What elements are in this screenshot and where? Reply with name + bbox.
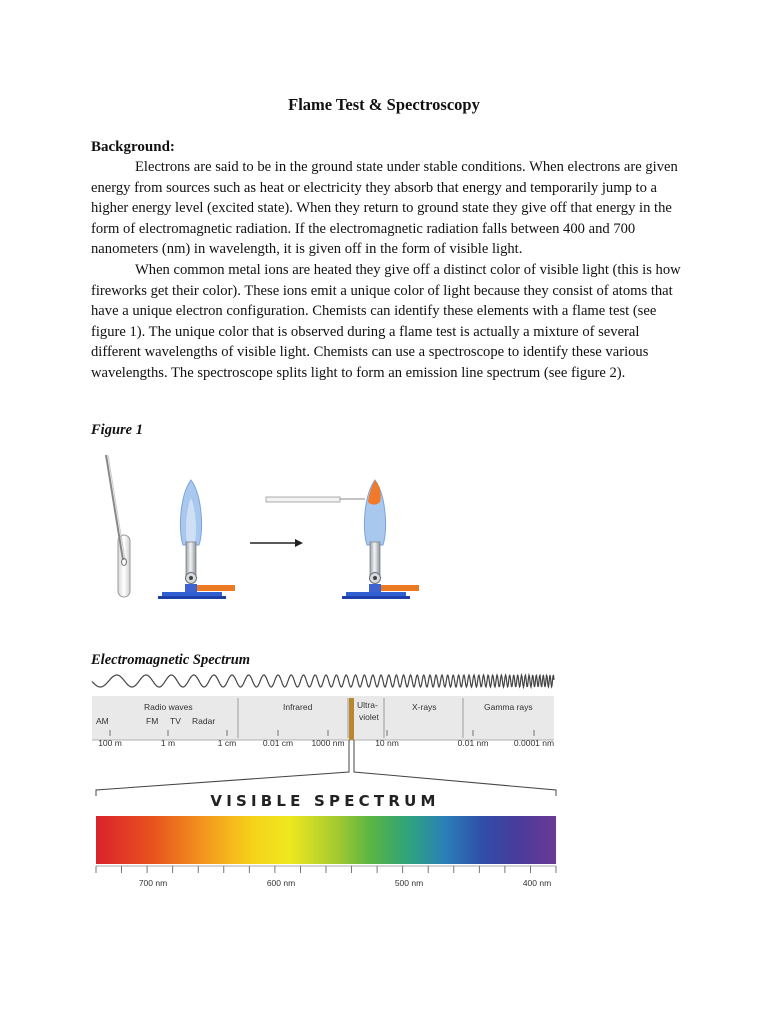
label-ultraviolet-2: violet [359,712,379,722]
paragraph-2: When common metal ions are heated they give off a distinct color of visible light (this is how fireworks get their color). These ions emit a unique color of light because they consist of atoms that have a unique electron configuration. Chemists can identify these elements with a flame test (see figure 1). The unique color that is observed during a flame test is actually a mixture of several different wavelengths of visible light. Chemists can use a spectroscope to identify these various wavelengths. The spectroscope splits light to form an emission line spectrum (see figure 2). [91,261,681,381]
sample-rod [266,497,340,502]
tick-100m: 100 m [98,738,122,748]
label-radio-waves: Radio waves [144,702,193,712]
tick-500nm: 500 nm [394,878,424,888]
paragraph-1: Electrons are said to be in the ground state under stable conditions. When electrons are given energy from sources such as heat or electricity they absorb that energy and temporarily jump to a higher energy level (excited state). When they return to ground state they give off that energy in the form of electromagnetic radiation. If the electromagnetic radiation falls between 400 and 700 nanometers (nm) in wavelength, it is given off in the form of visible light. [91,159,678,258]
visible-ticks [96,866,556,873]
label-xrays: X-rays [412,702,437,712]
tick-1m: 1 m [160,738,176,748]
bunsen-burner-right [266,480,419,599]
bunsen-burner-left [158,480,235,599]
electromagnetic-spectrum-diagram [88,668,563,893]
visible-marker [349,698,354,740]
tick-00001nm: 0.0001 nm [513,738,555,748]
visible-spectrum-gradient [96,816,556,864]
background-heading: Background: [91,139,175,155]
background-text [91,157,691,384]
test-tube [106,455,130,597]
tick-001cm: 0.01 cm [262,738,294,748]
figure1-label: Figure 1 [91,422,143,438]
arrow-icon [250,539,303,547]
flame-test-illustration [90,450,450,610]
zoom-connector [96,740,556,796]
label-tv: TV [170,716,181,726]
page-title: Flame Test & Spectroscopy [288,95,480,114]
tick-400nm: 400 nm [522,878,552,888]
tick-700nm: 700 nm [138,878,168,888]
label-ultraviolet-1: Ultra- [357,700,378,710]
tick-1000nm: 1000 nm [311,738,345,748]
visible-spectrum-title: VISIBLE SPECTRUM [210,792,440,810]
tick-10nm: 10 nm [375,738,399,748]
tick-1cm: 1 cm [217,738,237,748]
em-wave [92,675,554,687]
tick-600nm: 600 nm [266,878,296,888]
label-gamma-rays: Gamma rays [484,702,533,712]
label-am: AM [96,716,109,726]
label-radar: Radar [192,716,216,726]
gas-hose [197,585,235,591]
spectrum-label: Electromagnetic Spectrum [91,652,251,668]
label-infrared: Infrared [283,702,313,712]
label-fm: FM [146,716,159,726]
tick-001nm: 0.01 nm [457,738,489,748]
